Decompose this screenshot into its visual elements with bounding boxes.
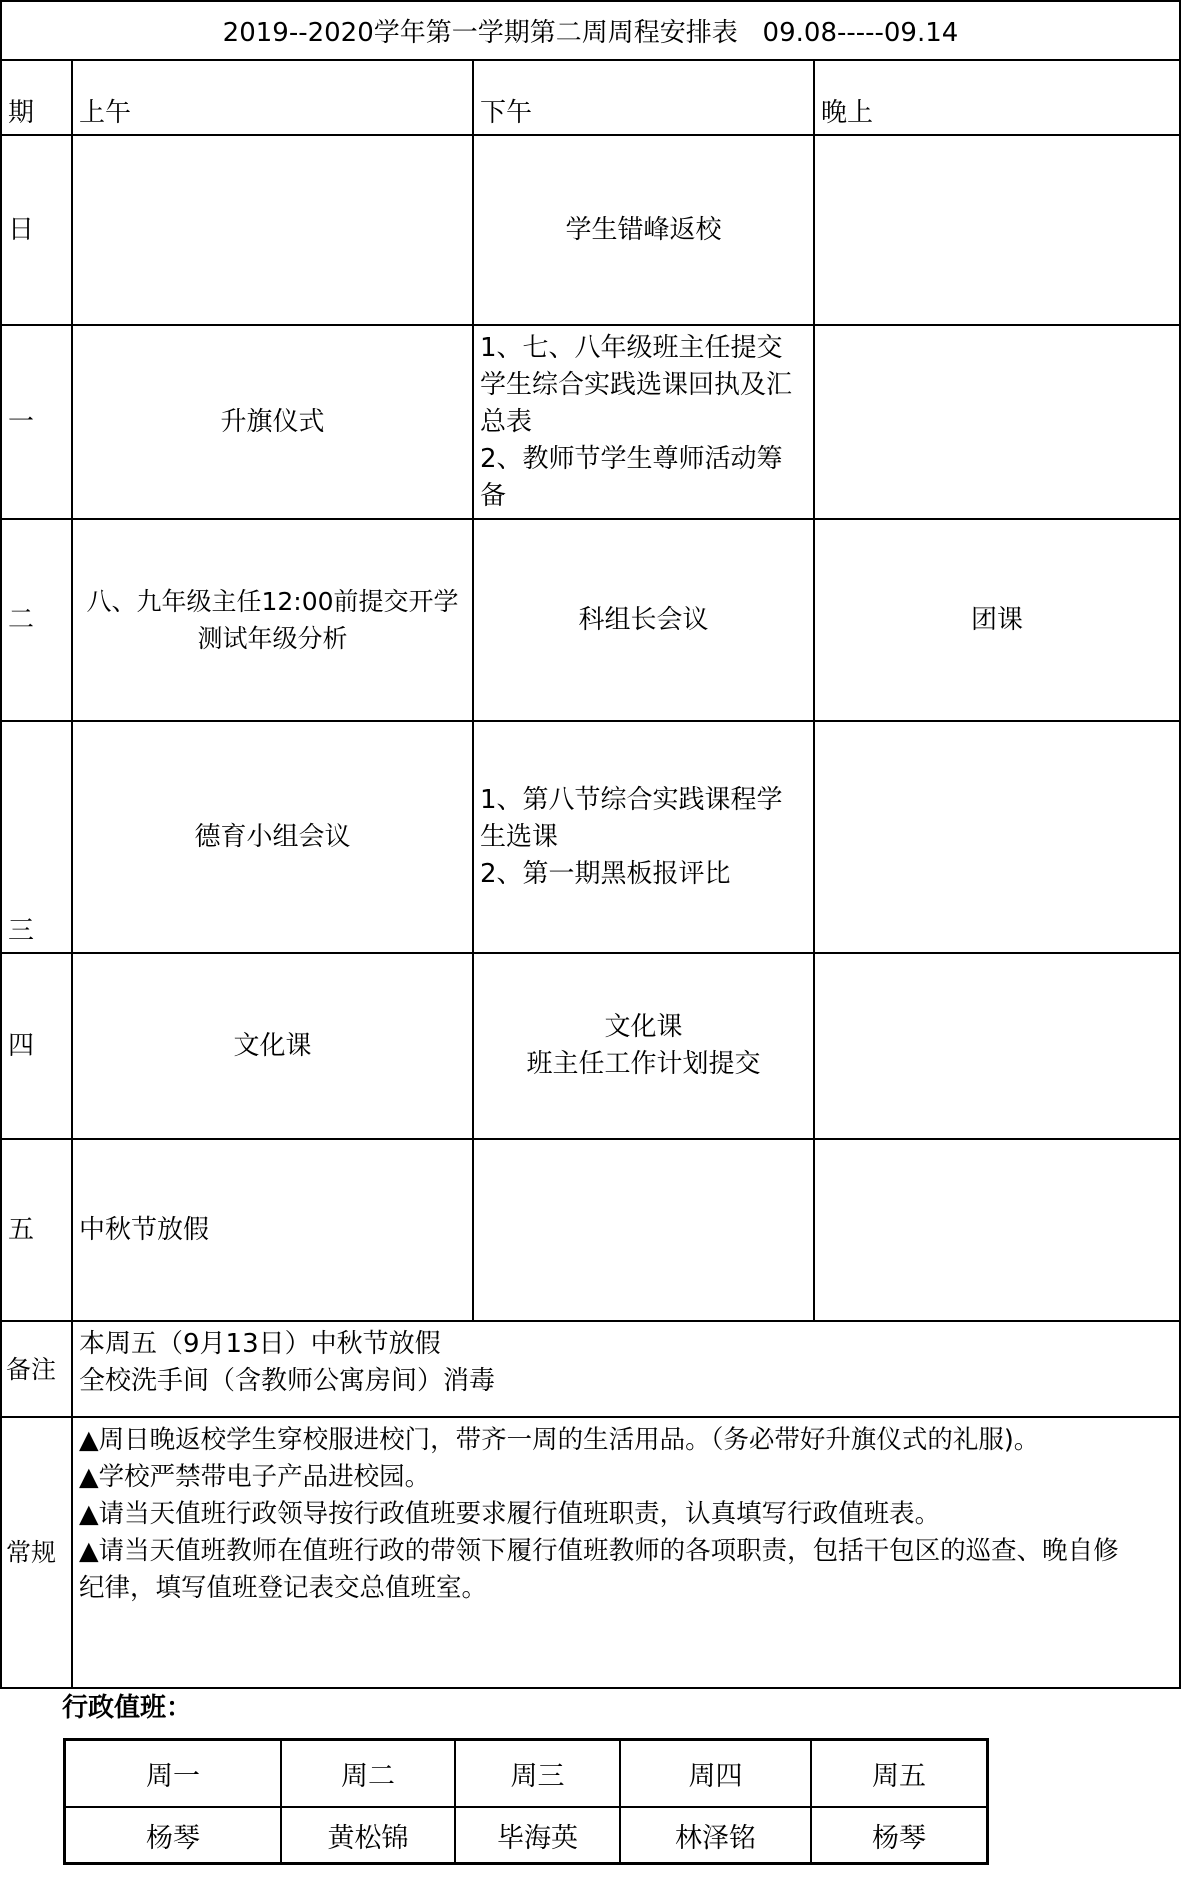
duty-day-header: 周一 [146,1761,200,1792]
schedule-morning: 升旗仪式 [220,406,325,437]
schedule-morning: 文化课 [233,1030,312,1061]
schedule-evening [815,722,1179,952]
header-afternoon: 下午 [480,98,533,128]
duty-title: 行政值班： [62,1693,193,1723]
schedule-afternoon: 1、七、八年级班主任提交 学生综合实践选课回执及汇 总表 2、教师节学生尊师活动筹 备 [480,332,793,511]
schedule-morning: 八、九年级主任12:00前提交开学 测试年级分析 [86,587,459,653]
schedule-evening: 团课 [970,604,1023,635]
notes-text: 本周五（9月13日）中秋节放假 全校洗手间（含教师公寓房间）消毒 [79,1329,496,1396]
schedule-afternoon: 文化课 班主任工作计划提交 [526,1012,761,1079]
schedule-morning: 中秋节放假 [79,1214,210,1245]
schedule-afternoon: 科组长会议 [578,604,709,635]
day-label: 五 [8,1214,35,1245]
duty-day-header: 周二 [341,1761,395,1792]
duty-name: 杨琴 [146,1822,200,1854]
schedule-evening [815,954,1179,1138]
header-morning: 上午 [79,98,132,128]
duty-name: 黄松锦 [327,1822,409,1854]
schedule-morning [73,136,472,324]
schedule-evening [815,1140,1179,1320]
duty-day-header: 周三 [510,1761,565,1792]
schedule-afternoon: 1、第八节综合实践课程学 生选课 2、第一期黑板报评比 [480,784,783,889]
grid-line [0,1687,1181,1689]
grid-line [63,1862,989,1865]
day-label: 二 [8,604,35,635]
duty-day-header: 周四 [688,1761,743,1792]
grid-line [986,1738,989,1865]
day-label: 一 [8,406,35,437]
header-day: 期 [8,98,35,128]
day-label: 日 [8,214,35,245]
duty-name: 毕海英 [497,1822,578,1854]
schedule-evening [815,136,1179,324]
schedule-morning: 德育小组会议 [194,821,351,852]
routine-text: ▲周日晚返校学生穿校服进校门，带齐一周的生活用品。（务必带好升旗仪式的礼服)。 ▲学校严禁带电子产品进校园。 ▲请当天值班行政领导按行政值班要求履行值班职责，认真填写行政值班表。 ▲请当天值班教师在值班行政的带领下履行值班教师的各项职责，包括干包区的巡查、晚自修 纪律，填写值班登记表交总值班室。 [79,1425,1119,1603]
duty-name: 林泽铭 [675,1822,756,1854]
schedule-evening [815,326,1179,518]
duty-name: 杨琴 [872,1822,926,1854]
notes-label: 备注 [6,1354,57,1384]
page-title: 2019--2020学年第一学期第二周周程安排表 09.08-----09.14 [222,18,959,48]
day-label: 四 [8,1030,35,1061]
schedule-afternoon: 学生错峰返校 [565,214,722,245]
header-evening: 晚上 [821,98,874,128]
schedule-afternoon [474,1140,813,1320]
day-label: 三 [8,916,35,946]
routine-label: 常规 [6,1538,57,1567]
duty-day-header: 周五 [872,1761,926,1792]
